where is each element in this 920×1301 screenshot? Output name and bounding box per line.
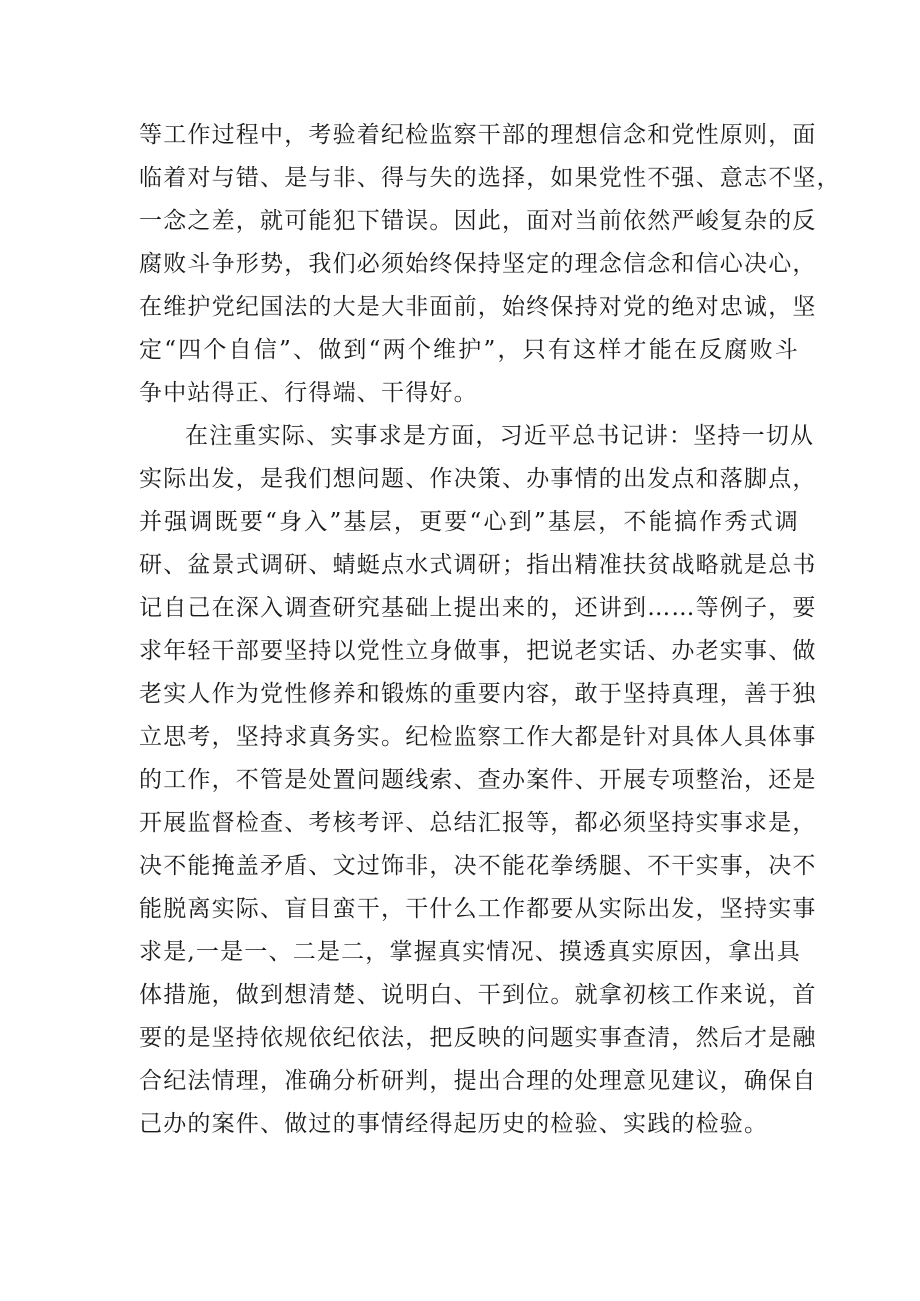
text-line: 并强调既要“身入”基层，更要“心到”基层，不能搞作秀式调 — [139, 509, 799, 535]
paragraph-2 — [139, 415, 817, 1146]
text-line: 能脱离实际、盲目蛮干，干什么工作都要从实际出发，坚持实事 — [139, 896, 817, 922]
text-line: 腐败斗争形势，我们必须始终保持坚定的理念信念和信心决心， — [139, 251, 817, 277]
text-line: 的工作，不管是处置问题线索、查办案件、开展专项整治，还是 — [139, 767, 817, 793]
text-line: 要的是坚持依规依纪依法，把反映的问题实事查清，然后才是融 — [139, 1025, 817, 1051]
text-line: 一念之差，就可能犯下错误。因此，面对当前依然严峻复杂的反 — [139, 208, 817, 234]
text-line: 实际出发，是我们想问题、作决策、办事情的出发点和落脚点， — [139, 466, 817, 492]
paragraph-1 — [139, 114, 841, 415]
text-line: 立思考，坚持求真务实。纪检监察工作大都是针对具体人具体事 — [139, 724, 817, 750]
text-line: 求是,一是一、二是二，掌握真实情况、摸透真实原因，拿出具 — [139, 939, 801, 965]
text-line: 临着对与错、是与非、得与失的选择，如果党性不强、意志不坚， — [139, 165, 841, 191]
text-line: 体措施，做到想清楚、说明白、干到位。就拿初核工作来说，首 — [139, 982, 817, 1008]
text-line: 记自己在深入调查研究基础上提出来的，还讲到……等例子，要 — [139, 595, 817, 621]
text-line: 开展监督检查、考核考评、总结汇报等，都必须坚持实事求是， — [139, 810, 817, 836]
text-line: 定“四个自信”、做到“两个维护”，只有这样才能在反腐败斗 — [139, 337, 799, 363]
text-line: 在维护党纪国法的大是大非面前，始终保持对党的绝对忠诚，坚 — [139, 294, 817, 320]
text-line: 在注重实际、实事求是方面，习近平总书记讲：坚持一切从 — [185, 423, 815, 449]
text-line: 老实人作为党性修养和锻炼的重要内容，敢于坚持真理，善于独 — [139, 681, 817, 707]
text-line: 等工作过程中，考验着纪检监察干部的理想信念和党性原则，面 — [139, 122, 817, 148]
text-line: 合纪法情理，准确分析研判，提出合理的处理意见建议，确保自 — [139, 1068, 817, 1094]
text-line: 求年轻干部要坚持以党性立身做事，把说老实话、办老实事、做 — [139, 638, 817, 664]
text-line: 己办的案件、做过的事情经得起历史的检验、实践的检验。 — [139, 1111, 769, 1137]
body-text — [139, 114, 841, 1146]
text-line: 决不能掩盖矛盾、文过饰非，决不能花拳绣腿、不干实事，决不 — [139, 853, 817, 879]
text-line: 研、盆景式调研、蜻蜓点水式调研；指出精准扶贫战略就是总书 — [139, 552, 817, 578]
text-line: 争中站得正、行得端、干得好。 — [139, 380, 478, 406]
